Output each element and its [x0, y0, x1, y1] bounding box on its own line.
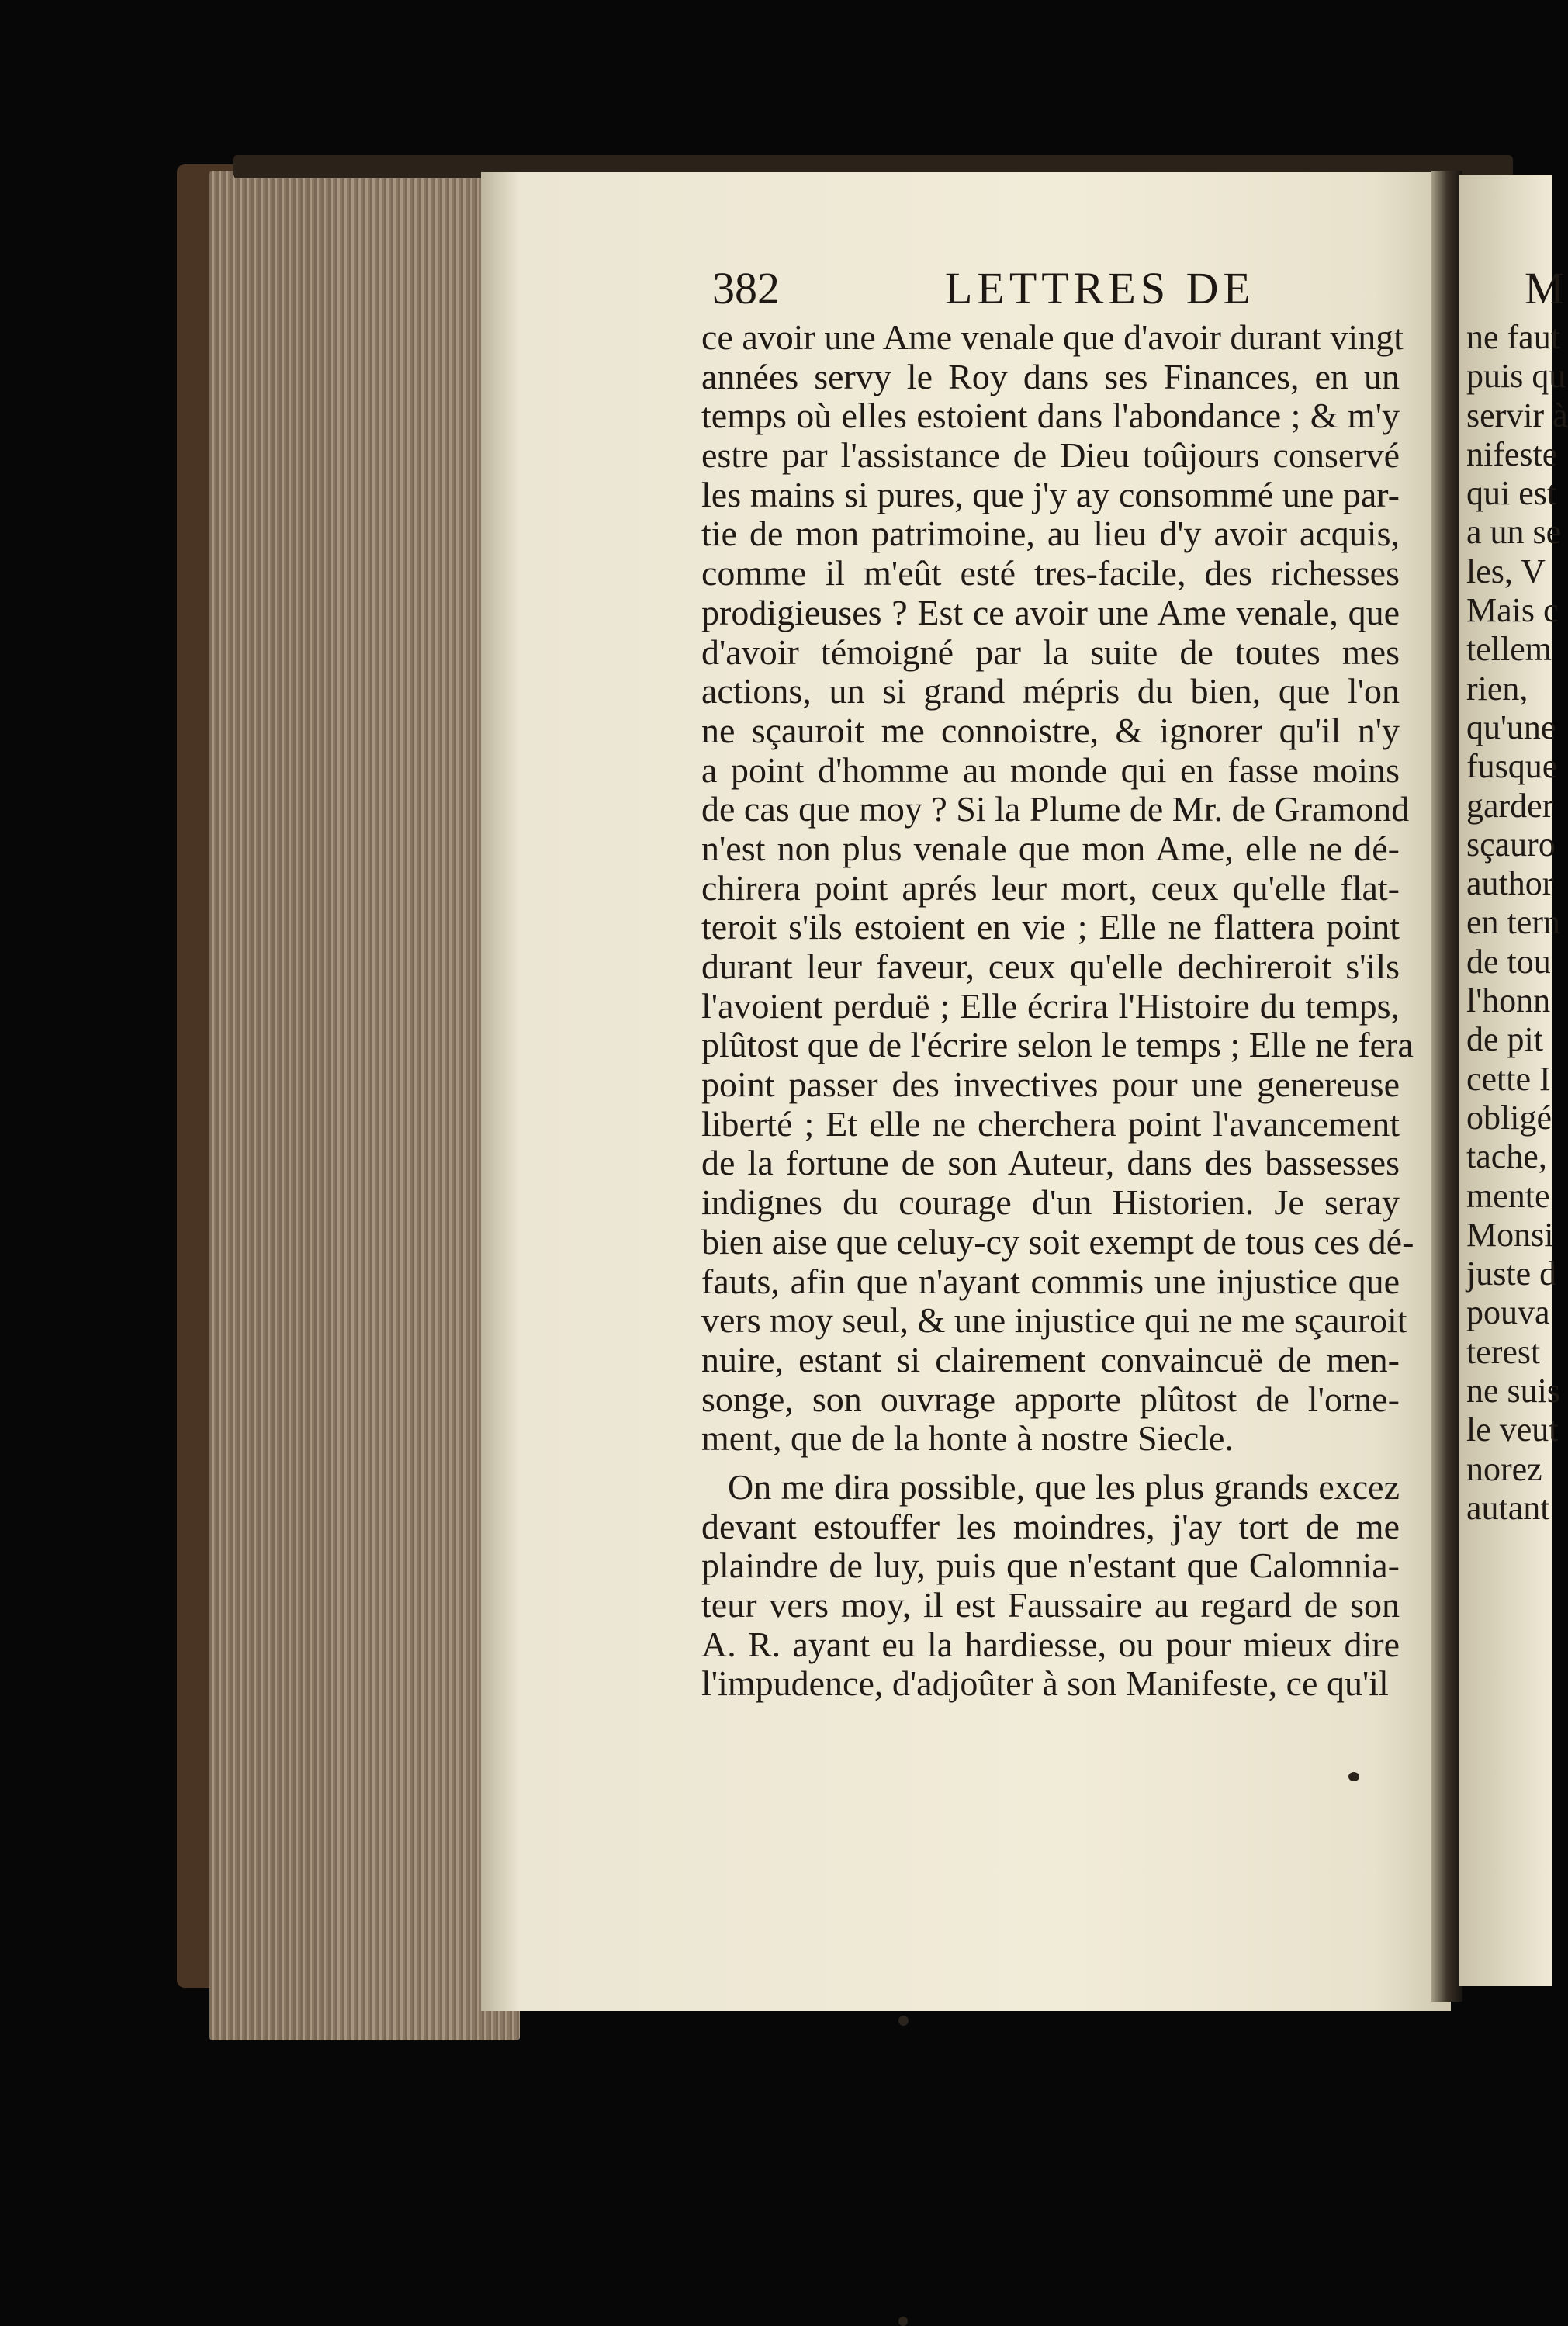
- text-line: a point d'homme au monde qui en fasse moins: [701, 749, 1400, 790]
- text-line: actions, un si grand mépris du bien, que l'on: [701, 671, 1400, 711]
- text-line: vers moy seul, & une injustice qui ne me sçauroit: [701, 1300, 1407, 1341]
- right-page-line: Monsi: [1466, 1215, 1554, 1254]
- right-page-line: ne suis: [1466, 1372, 1560, 1410]
- ink-spot: [1348, 1772, 1359, 1781]
- right-page-line: terest: [1466, 1332, 1541, 1371]
- right-page-line: en tern: [1466, 903, 1560, 942]
- text-line: nuire, estant si clairement convaincuë de men-: [701, 1339, 1400, 1379]
- text-line: teroit s'ils estoient en vie ; Elle ne flattera point: [701, 907, 1400, 947]
- body-text: [701, 317, 1414, 1704]
- right-page-line: qu'une: [1466, 708, 1556, 746]
- running-head: LETTRES DE: [945, 263, 1255, 313]
- text-line: d'avoir témoigné par la suite de toutes mes: [701, 632, 1400, 672]
- right-page-line: de pit: [1466, 1020, 1543, 1059]
- right-page-line: mente: [1466, 1176, 1550, 1215]
- text-line: point passer des invectives pour une genereuse: [701, 1064, 1400, 1105]
- paragraph-1: [701, 317, 1414, 1459]
- text-line: l'impudence, d'adjoûter à son Manifeste, ce qu'il: [701, 1663, 1389, 1704]
- page-header: [712, 262, 1411, 317]
- text-line: indignes du courage d'un Historien. Je seray: [701, 1182, 1400, 1223]
- right-page-line: obligé: [1466, 1098, 1552, 1137]
- text-line: teur vers moy, il est Faussaire au regard de son: [701, 1585, 1400, 1625]
- right-page-line: ne faut: [1466, 318, 1560, 356]
- right-page-line: tellem: [1466, 630, 1552, 669]
- right-page-line: author: [1466, 864, 1554, 903]
- paragraph-2: [701, 1468, 1400, 1704]
- right-page-line: cette I: [1466, 1059, 1551, 1098]
- page-edges: [209, 171, 520, 2040]
- right-page-text: [1466, 318, 1568, 1528]
- right-page-line: tache,: [1466, 1137, 1547, 1176]
- right-page-line: le veut: [1466, 1410, 1559, 1449]
- text-line: temps où elles estoient dans l'abondance ; & m'y: [701, 396, 1400, 436]
- text-line: durant leur faveur, ceux qu'elle dechireroit s'ils: [701, 947, 1400, 986]
- right-page-line: garder: [1466, 786, 1554, 825]
- text-line: plûtost que de l'écrire selon le temps ; Elle ne fera: [701, 1025, 1414, 1065]
- right-page-line: fusque: [1466, 747, 1558, 786]
- text-line: bien aise que celuy-cy soit exempt de tous ces dé-: [701, 1221, 1414, 1262]
- text-line: tie de mon patrimoine, au lieu d'y avoir acquis,: [701, 514, 1400, 554]
- text-line: chirera point aprés leur mort, ceux qu'elle flat-: [701, 867, 1400, 908]
- right-page-line: l'honn: [1466, 981, 1551, 1020]
- text-line: comme il m'eût esté tres-facile, des richesses: [701, 553, 1400, 594]
- text-line: plaindre de luy, puis que n'estant que Calomnia-: [701, 1545, 1400, 1586]
- right-page-line: a un se: [1466, 513, 1562, 552]
- text-line: ne sçauroit me connoistre, & ignorer qu'il n'y: [701, 710, 1400, 750]
- text-line: l'avoient perduë ; Elle écrira l'Histoire du temps,: [701, 985, 1400, 1026]
- right-page-line: norez: [1466, 1449, 1542, 1488]
- text-line: n'est non plus venale que mon Ame, elle ne dé-: [701, 828, 1400, 868]
- text-line: fauts, afin que n'ayant commis une injustice que: [701, 1261, 1400, 1301]
- right-page-line: nifeste: [1466, 434, 1558, 473]
- text-line: songe, son ouvrage apporte plûtost de l'orne-: [701, 1379, 1400, 1419]
- ink-spot: [898, 2317, 908, 2326]
- right-page-line: qui est: [1466, 474, 1557, 513]
- text-line: les mains si pures, que j'y ay consommé une par-: [701, 474, 1400, 514]
- right-page-line: Mais c: [1466, 591, 1559, 630]
- right-page-line: servir à: [1466, 396, 1568, 434]
- right-page-line: sçauro: [1466, 825, 1556, 864]
- right-page-line: les, V: [1466, 552, 1546, 590]
- text-line: de la fortune de son Auteur, dans des bassesses: [701, 1143, 1400, 1183]
- right-page-line: de tou: [1466, 942, 1551, 981]
- page-number: 382: [712, 263, 780, 313]
- text-line: On me dira possible, que les plus grands excez: [728, 1466, 1400, 1507]
- right-page-line: autant: [1466, 1488, 1550, 1527]
- right-page: [1459, 175, 1568, 1986]
- right-page-line: puis qu: [1466, 357, 1566, 396]
- text-line: ment, que de la honte à nostre Siecle.: [701, 1418, 1234, 1459]
- right-page-line: rien,: [1466, 669, 1528, 708]
- text-line: devant estouffer les moindres, j'ay tort de me: [701, 1506, 1400, 1546]
- book-gutter: [1431, 171, 1462, 2002]
- right-page-line: juste d: [1466, 1255, 1557, 1293]
- ink-spot: [898, 2016, 909, 2026]
- text-line: prodigieuses ? Est ce avoir une Ame venale, que: [701, 592, 1400, 632]
- text-line: A. R. ayant eu la hardiesse, ou pour mieux dire: [701, 1624, 1400, 1664]
- right-page-line: pouva: [1466, 1293, 1550, 1332]
- text-line: de cas que moy ? Si la Plume de Mr. de Gramond: [701, 789, 1410, 829]
- text-line: estre par l'assistance de Dieu toûjours conservé: [701, 435, 1400, 476]
- right-page-running-head: M: [1525, 263, 1565, 313]
- text-line: liberté ; Et elle ne cherchera point l'avancement: [701, 1103, 1400, 1144]
- text-line: années servy le Roy dans ses Finances, en un: [701, 356, 1400, 396]
- text-line: ce avoir une Ame venale que d'avoir durant vingt: [701, 317, 1404, 357]
